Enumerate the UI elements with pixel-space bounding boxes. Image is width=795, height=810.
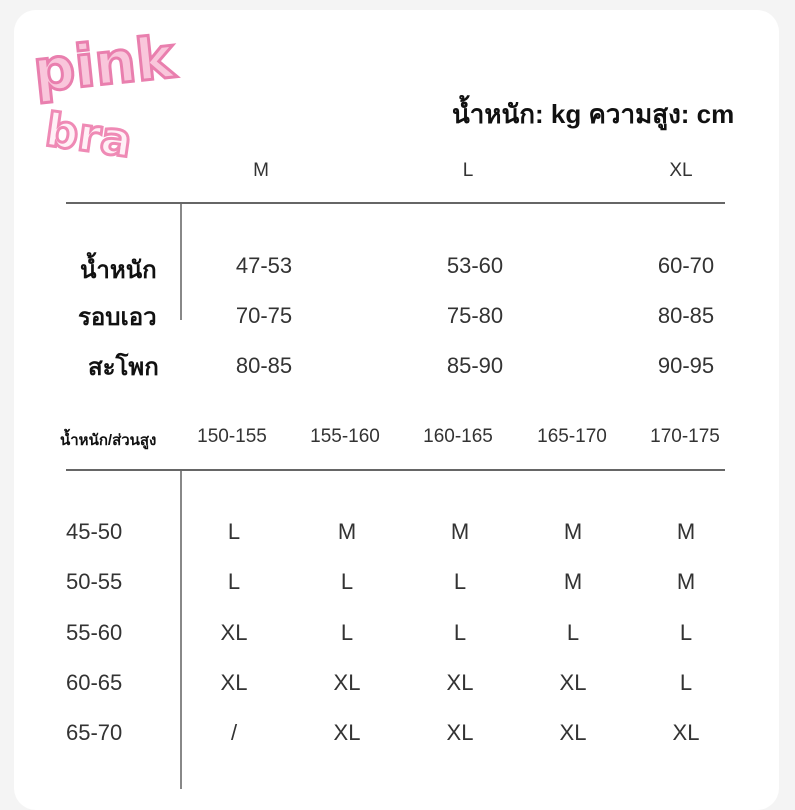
cell-weight-m: 47-53: [235, 253, 293, 278]
size-table-divider: [66, 202, 725, 204]
cell-waist-m: 70-75: [235, 303, 293, 328]
cell-weight-xl: 60-70: [657, 253, 715, 278]
weight-row-label: 60-65: [66, 670, 123, 695]
weight-row-label: 45-50: [66, 519, 123, 544]
fit-table-divider: [66, 469, 725, 471]
height-header-4: 165-170: [537, 426, 607, 447]
fit-cell: XL: [220, 620, 248, 645]
cell-weight-l: 53-60: [446, 253, 504, 278]
size-header-l: L: [462, 160, 474, 181]
size-header-xl: XL: [669, 160, 693, 181]
height-header-3: 160-165: [423, 426, 493, 447]
weight-row-label: 65-70: [66, 720, 123, 745]
cell-hip-m: 80-85: [235, 353, 293, 378]
cell-waist-xl: 80-85: [657, 303, 715, 328]
fit-cell: L: [566, 620, 580, 645]
height-header-2: 155-160: [310, 426, 380, 447]
fit-cell: M: [337, 519, 357, 544]
fit-cell: L: [340, 620, 354, 645]
fit-cell: XL: [559, 720, 587, 745]
fit-cell: XL: [333, 720, 361, 745]
unit-note: น้ำหนัก: kg ความสูง: cm: [452, 99, 735, 129]
row-label-hip: สะโพก: [88, 354, 159, 381]
fit-cell: L: [340, 569, 354, 594]
height-header-1: 150-155: [197, 426, 267, 447]
cell-waist-l: 75-80: [446, 303, 504, 328]
fit-cell: M: [563, 569, 583, 594]
fit-cell: /: [230, 720, 238, 745]
fit-cell: M: [676, 569, 696, 594]
fit-cell: M: [450, 519, 470, 544]
fit-cell: XL: [672, 720, 700, 745]
row-label-waist: รอบเอว: [78, 304, 157, 331]
fit-cell: XL: [446, 670, 474, 695]
fit-cell: L: [453, 620, 467, 645]
fit-cell: L: [227, 519, 241, 544]
fit-cell: L: [453, 569, 467, 594]
weight-row-label: 50-55: [66, 569, 123, 594]
size-header-m: M: [253, 160, 269, 181]
fit-cell: XL: [333, 670, 361, 695]
row-label-weight: น้ำหนัก: [80, 257, 157, 284]
fit-table-vertical-divider: [180, 471, 182, 789]
cell-hip-xl: 90-95: [657, 353, 715, 378]
logo-line1: pink: [30, 22, 178, 106]
brand-logo: [26, 22, 196, 172]
fit-cell: XL: [220, 670, 248, 695]
fit-cell: XL: [446, 720, 474, 745]
cell-hip-l: 85-90: [446, 353, 504, 378]
height-header-5: 170-175: [650, 426, 720, 447]
fit-cell: M: [563, 519, 583, 544]
fit-cell: L: [679, 670, 693, 695]
size-table-vertical-divider: [180, 204, 182, 320]
logo-line2: bra: [42, 102, 136, 168]
weight-row-label: 55-60: [66, 620, 123, 645]
fit-cell: L: [679, 620, 693, 645]
fit-cell: L: [227, 569, 241, 594]
fit-cell: M: [676, 519, 696, 544]
fit-table-corner-label: น้ำหนัก/ส่วนสูง: [60, 432, 157, 449]
fit-cell: XL: [559, 670, 587, 695]
